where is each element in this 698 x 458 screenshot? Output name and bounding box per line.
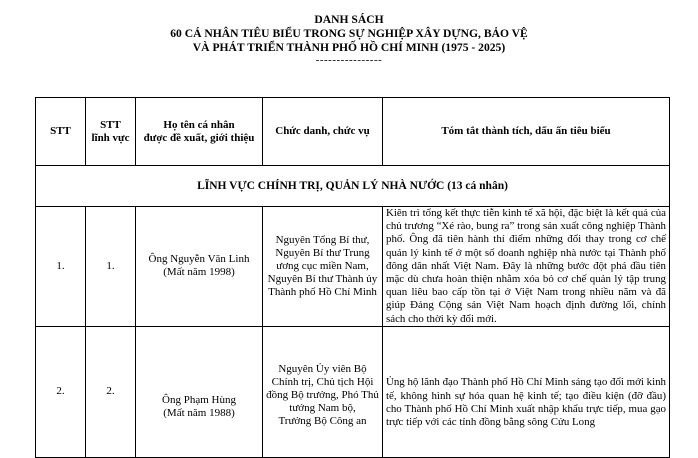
document-title: DANH SÁCH [314, 13, 384, 26]
row-position-extra: Trưởng Bộ Công an [278, 415, 367, 428]
column-header-position: Chức danh, chức vụ [263, 98, 383, 166]
row-note: (Mất năm 1998) [163, 266, 235, 279]
column-header-name [136, 98, 263, 166]
honorees-table [35, 97, 670, 458]
row-name: Ông Phạm Hùng [162, 393, 236, 406]
column-header-name-line-1: Họ tên cá nhân [163, 118, 235, 131]
section-title: LĨNH VỰC CHÍNH TRỊ, QUẢN LÝ NHÀ NƯỚC (13 cá nhân) [36, 166, 670, 207]
row-stt: 2. [36, 326, 86, 457]
document-subtitle-line-1: 60 CÁ NHÂN TIÊU BIỂU TRONG SỰ NGHIỆP XÂY DỰNG, BẢO VỆ [170, 26, 528, 40]
section-row [36, 166, 670, 207]
column-header-stt-field-line-1: STT [100, 118, 121, 131]
row-stt-field: 2. [86, 326, 136, 457]
table-row [36, 326, 670, 457]
column-header-stt: STT [36, 98, 86, 166]
row-summary: Kiên trì tổng kết thực tiễn kinh tế xã hội, đặc biệt là kết quả của chủ trương “Xé rào, bung ra” trong sản xuất công nghiệp Thành phố. Ông đã tiên hành thí điểm những đổi thay trong cơ chế quản lý kinh tế ở một số doanh nghiệp nhà nước tại Thành phố đông dân nhất Việt Nam. Đây là những bước đột phá đầu tiên mặc dù chưa hoàn thiện nhằm xóa bỏ cơ chế quản lý tập trung quan liêu bao cấp tồn tại ở Việt Nam trong nhiều năm và đã giúp Đảng Cộng sản Việt Nam hoạch định đường lối, chính sách cho thời kỳ đổi mới. [383, 207, 670, 327]
row-summary: Ủng hộ lãnh đạo Thành phố Hồ Chí Minh sáng tạo đổi mới kinh tế, không hình sự hóa quan hệ kinh tế; tạo điều kiện (đỡ đầu) cho Thành phố Hồ Chí Minh xuất nhập khẩu trực tiếp, mua gạo trực tiếp với các tỉnh đồng bằng sông Cửu Long [383, 326, 670, 457]
row-stt-field: 1. [86, 207, 136, 327]
column-header-stt-field-line-2: lĩnh vực [91, 131, 130, 144]
document-header [0, 13, 698, 66]
row-name: Ông Nguyễn Văn Linh [148, 253, 250, 266]
column-header-summary: Tóm tắt thành tích, dấu ấn tiêu biểu [383, 98, 670, 166]
row-name-cell [136, 326, 263, 457]
row-name-cell [136, 207, 263, 327]
title-separator: ---------------- [315, 54, 383, 67]
column-header-name-line-2: được đề xuất, giới thiệu [143, 131, 255, 144]
row-stt: 1. [36, 207, 86, 327]
row-position-cell [263, 326, 383, 457]
row-position: Nguyên Tổng Bí thư, Nguyên Bí thư Trung ương cục miền Nam, Nguyên Bí thư Thành ủy Thành phố Hồ Chí Minh [263, 207, 383, 327]
document-subtitle-line-2: VÀ PHÁT TRIỂN THÀNH PHỐ HỒ CHÍ MINH (1975 - 2025) [192, 40, 506, 54]
table-row [36, 207, 670, 327]
row-position: Nguyên Ủy viên Bộ Chính trị, Chủ tịch Hội đồng Bộ trưởng, Phó Thủ tướng Nam bộ, [266, 363, 379, 415]
table-header-row [36, 98, 670, 166]
column-header-stt-field [86, 98, 136, 166]
row-note: (Mất năm 1988) [163, 406, 235, 419]
